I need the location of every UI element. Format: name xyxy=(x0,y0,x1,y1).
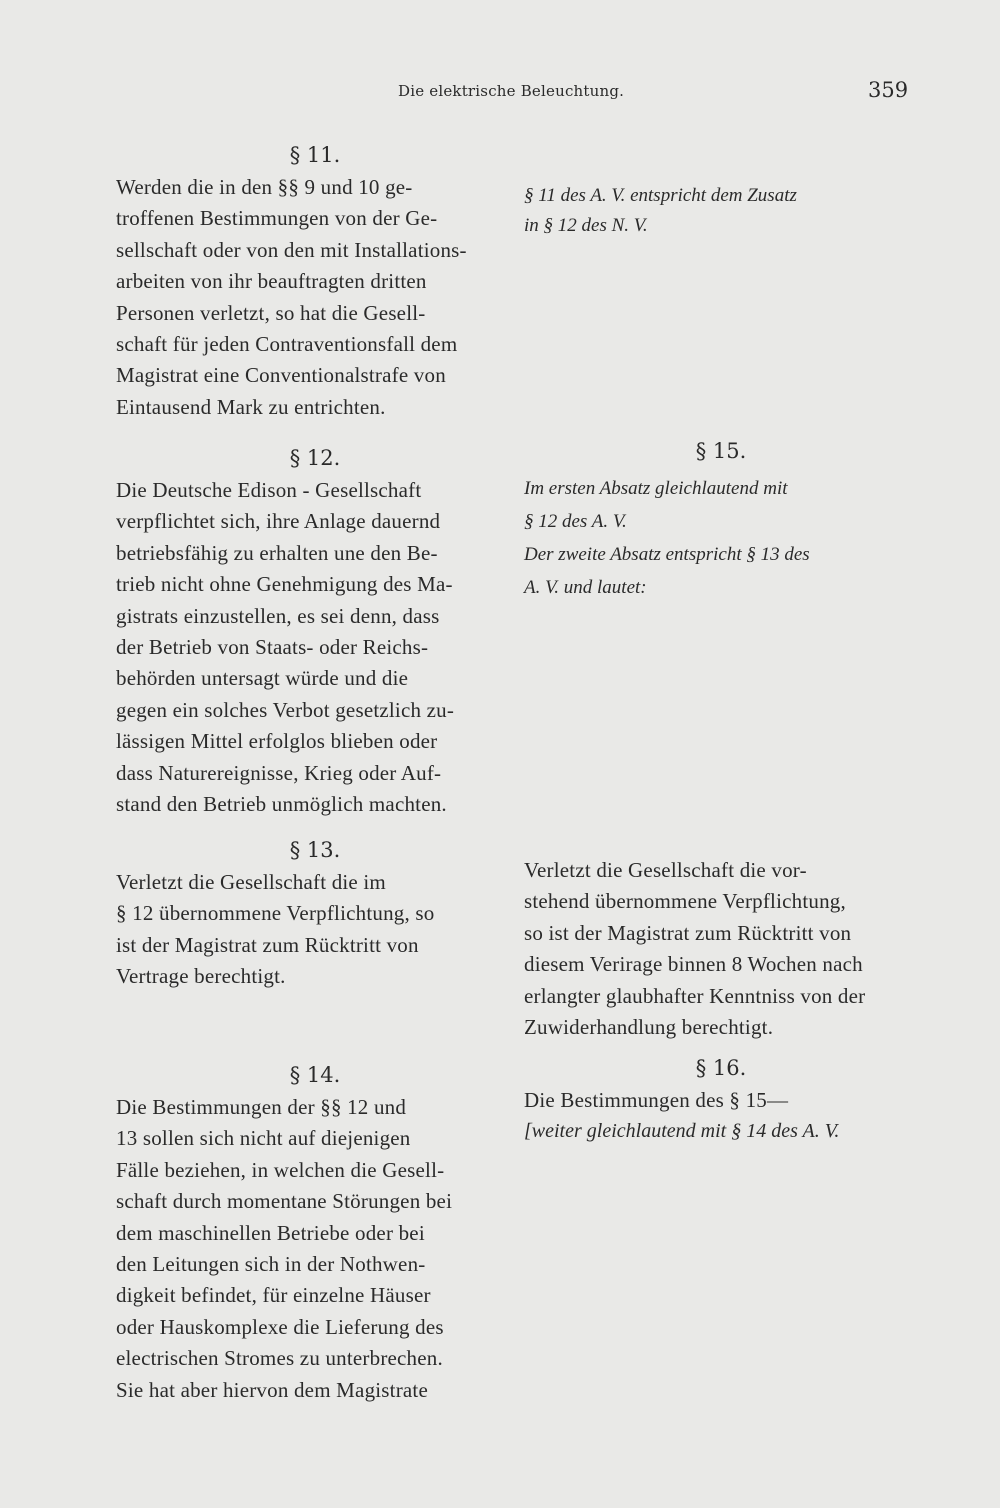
section-11-heading: § 11. xyxy=(289,143,341,167)
section-14 xyxy=(116,1060,514,1406)
section-14-text: Die Bestimmungen der §§ 12 und 13 sollen sich nicht auf diejenigen Fälle beziehen, in welchen die Gesell- schaft durch momentane Störungen bei dem maschinellen Betriebe oder bei den Leitungen sich in der Nothwen- digkeit befindet, für einzelne Häuser oder Hauskomplexe die Lieferung des electrischen Stromes zu unterbrechen. Sie hat aber hiervon dem Magistrate xyxy=(116,1095,453,1402)
section-16-text: Die Bestimmungen des § 15— xyxy=(524,1088,789,1112)
section-12-heading: § 12. xyxy=(289,446,341,470)
section-16 xyxy=(524,1053,918,1146)
section-15-continued xyxy=(524,855,918,1043)
section-12-text: Die Deutsche Edison - Gesellschaft verpflichtet sich, ihre Anlage dauernd betriebsfähig zu erhalten une den Be- trieb nicht ohne Genehmigung des Ma- gistrats einzustellen, es sei denn, dass der Betrieb von Staats- oder Reichs- behörden untersagt würde und die gegen ein solches Verbot gesetzlich zu- lässigen Mittel erfolglos blieben oder dass Naturereignisse, Krieg oder Auf- stand den Betrieb unmöglich machten. xyxy=(116,478,455,817)
note-section-11-text: § 11 des A. V. entspricht dem Zusatz in § 12 des N. V. xyxy=(524,185,797,236)
section-15 xyxy=(524,436,918,604)
section-15-note: Im ersten Absatz gleichlautend mit § 12 des A. V. Der zweite Absatz entspricht § 13 des A. V. und lautet: xyxy=(524,478,810,598)
section-13-text: Verletzt die Gesellschaft die im § 12 übernommene Verpflichtung, so ist der Magistrat zum Rücktritt von Vertrage berechtigt. xyxy=(116,870,435,989)
note-section-11 xyxy=(524,181,918,241)
section-13-heading: § 13. xyxy=(289,838,341,862)
section-14-heading: § 14. xyxy=(289,1063,341,1087)
running-title: Die elektrische Beleuchtung. xyxy=(398,82,625,100)
section-13 xyxy=(116,835,514,993)
section-15-text: Verletzt die Gesellschaft die vor- stehend übernommene Verpflichtung, so ist der Magistrat zum Rücktritt von diesem Verirage binnen 8 Wochen nach erlangter glaubhafter Kenntniss von der Zuwiderhandlung berechtigt. xyxy=(524,858,866,1040)
running-header xyxy=(0,78,1000,108)
section-16-note: [weiter gleichlautend mit § 14 des A. V. xyxy=(524,1120,840,1143)
section-16-heading: § 16. xyxy=(695,1056,747,1080)
section-15-heading: § 15. xyxy=(695,439,747,463)
section-11-text: Werden die in den §§ 9 und 10 ge- troffenen Bestimmungen von der Ge- sellschaft oder von den mit Installations- arbeiten von ihr beauftragten dritten Personen verletzt, so hat die Gesell- schaft für jeden Contraventionsfall dem Magistrat eine Conventionalstrafe von Eintausend Mark zu entrichten. xyxy=(116,175,467,419)
section-12 xyxy=(116,443,514,820)
section-11 xyxy=(116,140,514,423)
page-number: 359 xyxy=(868,78,909,102)
